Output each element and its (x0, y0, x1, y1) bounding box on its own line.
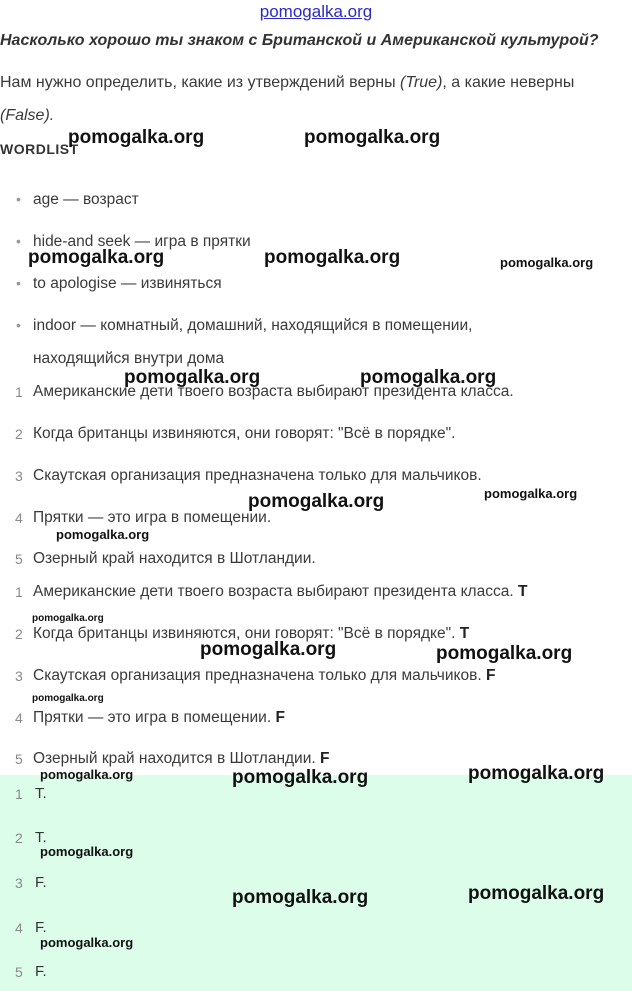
bullet-icon: • (16, 317, 21, 333)
wordlist-item: to apologise — извиняться (33, 275, 222, 292)
marked-statement (33, 709, 285, 727)
bullet-icon: • (16, 275, 21, 291)
question-text: Прятки — это игра в помещении. (33, 509, 272, 526)
marked-number: 4 (15, 710, 23, 726)
task-title: Насколько хорошо ты знаком с Британской и Американской культурой? (0, 32, 599, 49)
watermark: pomogalka.org (304, 127, 441, 148)
answer-number: 2 (15, 830, 23, 846)
answer-text: F. (35, 963, 47, 980)
watermark: pomogalka.org (28, 247, 165, 268)
bullet-icon: • (16, 233, 21, 249)
intro-true: (True) (400, 74, 443, 91)
wordlist-item: age — возраст (33, 191, 139, 208)
answer-number: 1 (15, 786, 23, 802)
answer-text: F. (35, 874, 47, 891)
watermark: pomogalka.org (40, 935, 134, 950)
marked-number: 3 (15, 668, 23, 684)
watermark: pomogalka.org (248, 491, 385, 512)
marked-number: 5 (15, 751, 23, 767)
task-intro-line1 (0, 74, 574, 92)
marked-number: 1 (15, 584, 23, 600)
task-intro-line2: (False). (0, 107, 55, 124)
question-number: 4 (15, 510, 23, 526)
marked-statement (33, 750, 329, 768)
watermark: pomogalka.org (500, 255, 594, 270)
marked-statement (33, 583, 527, 601)
marked-statement (33, 667, 495, 685)
watermark: pomogalka.org (232, 887, 369, 908)
question-number: 1 (15, 384, 23, 400)
question-number: 5 (15, 551, 23, 567)
true-false-mark: T (517, 583, 528, 600)
marked-text: Скаутская организация предназначена только для мальчиков. (33, 667, 486, 684)
marked-number: 2 (15, 626, 23, 642)
question-text: Когда британцы извиняются, они говорят: "Всё в порядке". (33, 425, 456, 442)
bullet-icon: • (16, 191, 21, 207)
watermark: pomogalka.org (40, 844, 134, 859)
wordlist-item: hide-and seek — игра в прятки (33, 233, 251, 250)
watermark: pomogalka.org (232, 767, 369, 788)
watermark: pomogalka.org (264, 247, 401, 268)
watermark: pomogalka.org (56, 527, 150, 542)
watermark: pomogalka.org (40, 767, 134, 782)
marked-text: Прятки — это игра в помещении. (33, 709, 276, 726)
intro-text-b: , а какие неверны (442, 74, 575, 91)
watermark: pomogalka.org (468, 883, 605, 904)
watermark: pomogalka.org (484, 486, 578, 501)
watermark: pomogalka.org (68, 127, 205, 148)
watermark: pomogalka.org (124, 367, 261, 388)
watermark: pomogalka.org (468, 763, 605, 784)
question-text: Американские дети твоего возраста выбирают президента класса. (33, 383, 514, 400)
wordlist-item: indoor — комнатный, домашний, находящийся в помещении, (33, 317, 473, 334)
site-link[interactable]: pomogalka.org (259, 2, 373, 21)
question-text: Озерный край находится в Шотландии. (33, 550, 316, 567)
answer-text: F. (35, 919, 47, 936)
wordlist-item-continuation: находящийся внутри дома (33, 350, 225, 367)
question-text: Скаутская организация предназначена только для мальчиков. (33, 467, 482, 484)
marked-text: Американские дети твоего возраста выбирают президента класса. (33, 583, 518, 600)
watermark: pomogalka.org (32, 613, 104, 624)
answer-number: 5 (15, 964, 23, 980)
true-false-mark: F (485, 667, 496, 684)
watermark: pomogalka.org (200, 639, 337, 660)
answer-number: 3 (15, 875, 23, 891)
answer-text: T. (35, 829, 47, 846)
watermark: pomogalka.org (360, 367, 497, 388)
marked-text: Озерный край находится в Шотландии. (33, 750, 320, 767)
watermark: pomogalka.org (32, 693, 104, 704)
answer-text: T. (35, 785, 47, 802)
true-false-mark: F (319, 750, 330, 767)
true-false-mark: T (459, 625, 470, 642)
watermark: pomogalka.org (436, 643, 573, 664)
marked-text: Когда британцы извиняются, они говорят: "Всё в порядке". (33, 625, 460, 642)
intro-text-a: Нам нужно определить, какие из утверждений верны (0, 74, 401, 91)
true-false-mark: F (275, 709, 285, 726)
wordlist-heading: WORDLIST (0, 141, 79, 157)
answer-number: 4 (15, 920, 23, 936)
question-number: 3 (15, 468, 23, 484)
question-number: 2 (15, 426, 23, 442)
